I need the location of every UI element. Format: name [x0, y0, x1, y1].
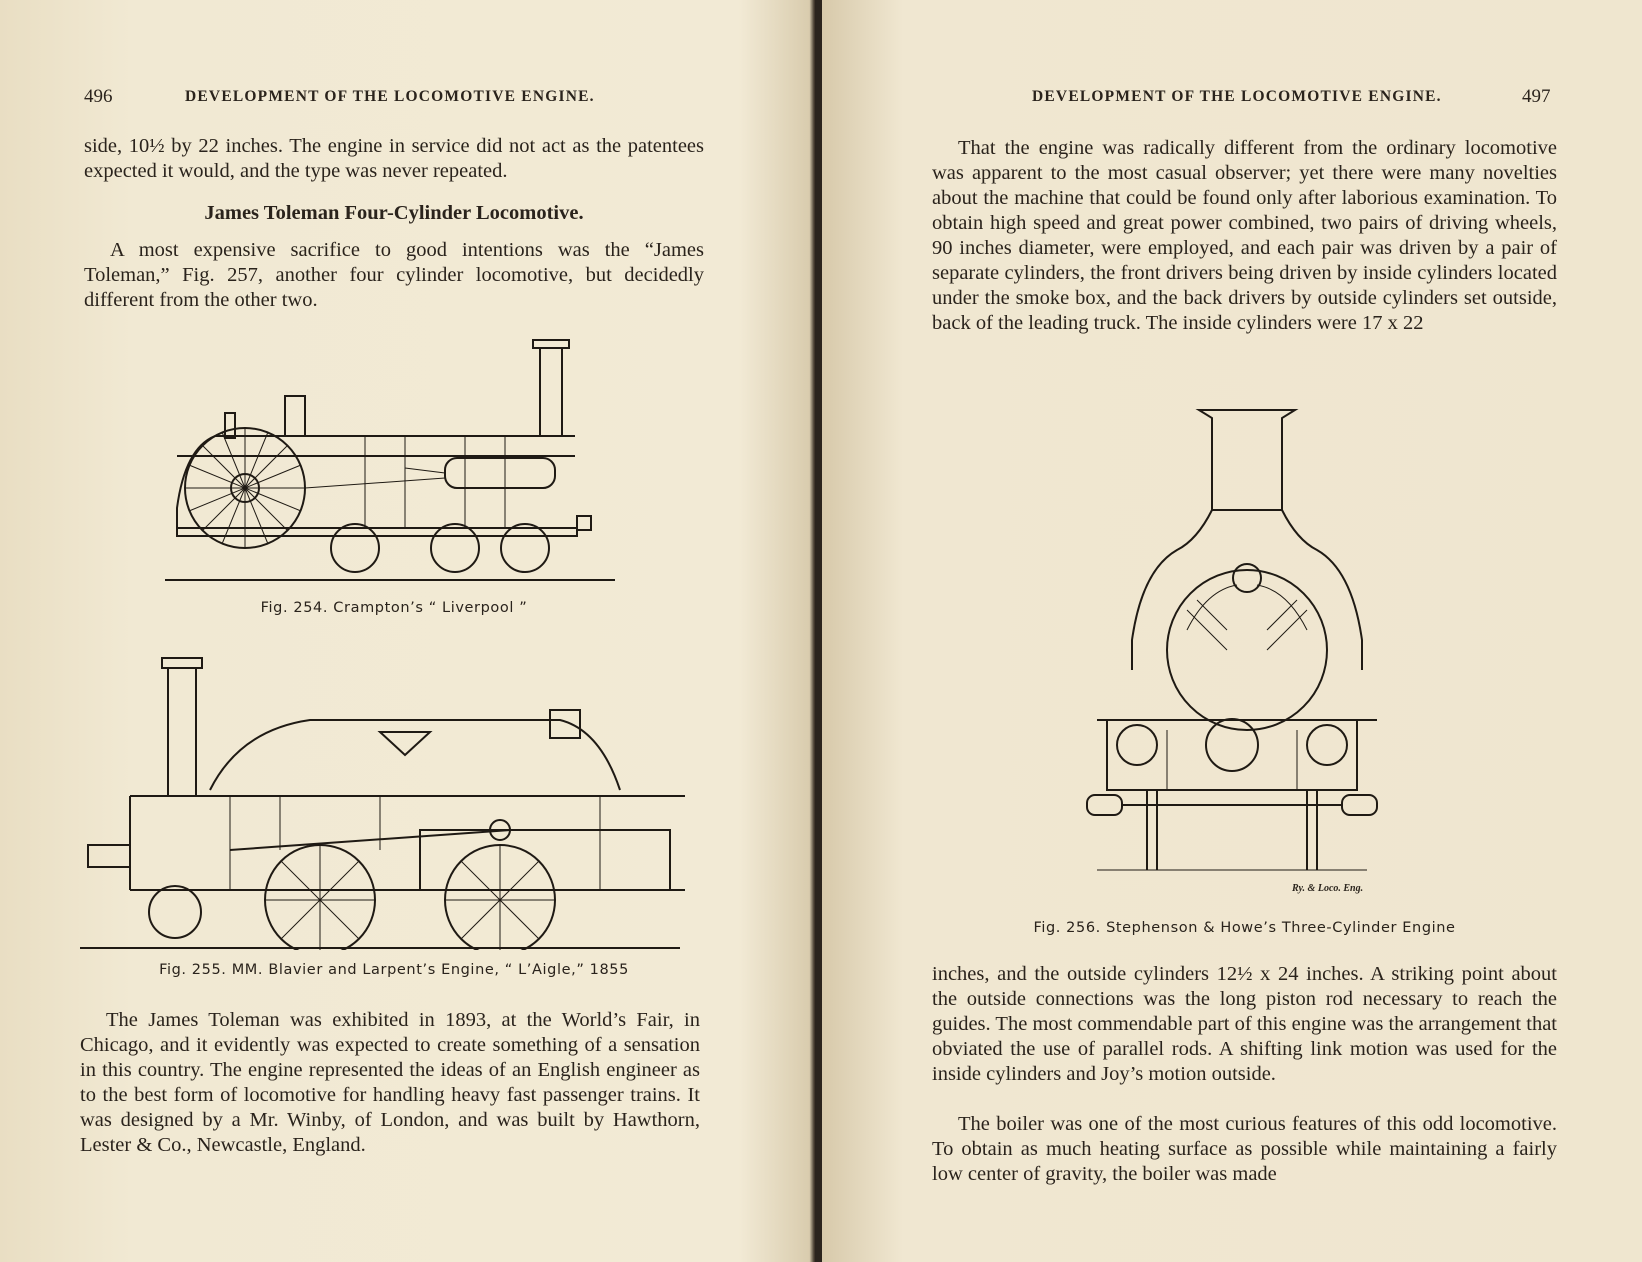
right-paragraph-1: That the engine was radically different from the ordinary locomotive was apparent to the most casual observer; yet there were many novelties about the machine that could be found only after laborious examination. To obtain high speed and great power combined, two pairs of driving wheels, 90 inches diameter, were employed, and each pair was driven by a pair of separate cylinders, the front drivers being driven by inside cylinders located under the smoke box, and the back drivers by outside cylinders set outside, back of the leading truck. The inside cylinders were 17 x 22 [932, 137, 1557, 334]
figure-255-locomotive-drawing [80, 650, 685, 950]
right-page [822, 0, 1642, 1262]
figure-254-locomotive-drawing [165, 338, 625, 583]
left-running-head: DEVELOPMENT OF THE LOCOMOTIVE ENGINE. [185, 88, 595, 105]
section-heading: James Toleman Four-Cylinder Locomotive. [204, 202, 584, 224]
figure-254-caption: Fig. 254. Crampton’s “ Liverpool ” [260, 600, 528, 616]
figure-credit: Ry. & Loco. Eng. [1292, 883, 1364, 894]
right-running-head: DEVELOPMENT OF THE LOCOMOTIVE ENGINE. [1032, 88, 1442, 105]
right-paragraph-3: The boiler was one of the most curious features of this odd locomotive. To obtain as much heating surface as possible while maintaining a fairly low center of gravity, the boiler was made [932, 1113, 1557, 1185]
book-gutter [815, 0, 822, 1262]
left-paragraph-1: A most expensive sacrifice to good intentions was the “James Toleman,” Fig. 257, another four cylinder locomotive, but decidedly different from the other two. [84, 239, 704, 311]
right-page-number: 497 [1522, 86, 1551, 107]
left-page-number: 496 [84, 86, 113, 107]
figure-256-front-view-drawing [1077, 400, 1387, 880]
right-paragraph-2: inches, and the outside cylinders 12½ x 24 inches. A striking point about the outside connections was the long piston rod necessary to reach the guides. The most commendable part of this engine was the arrangement that obviated the use of parallel rods. A shifting link motion was used for the inside cylinders and Joy’s motion outside. [932, 963, 1557, 1085]
figure-256-caption: Fig. 256. Stephenson & Howe’s Three-Cylinder Engine [1033, 920, 1456, 936]
left-paragraph-2: The James Toleman was exhibited in 1893, at the World’s Fair, in Chicago, and it evidently was expected to create something of a sensation in this country. The engine represented the ideas of an English engineer as to the best form of locomotive for handling heavy fast passenger trains. It was designed by a Mr. Winby, of London, and was built by Hawthorn, Lester & Co., Newcastle, England. [80, 1009, 700, 1156]
left-continuation-text: side, 10½ by 22 inches. The engine in service did not act as the patentees expected it would, and the type was never repeated. [84, 135, 704, 182]
figure-255-caption: Fig. 255. MM. Blavier and Larpent’s Engine, “ L’Aigle,” 1855 [159, 962, 629, 978]
left-page [0, 0, 815, 1262]
